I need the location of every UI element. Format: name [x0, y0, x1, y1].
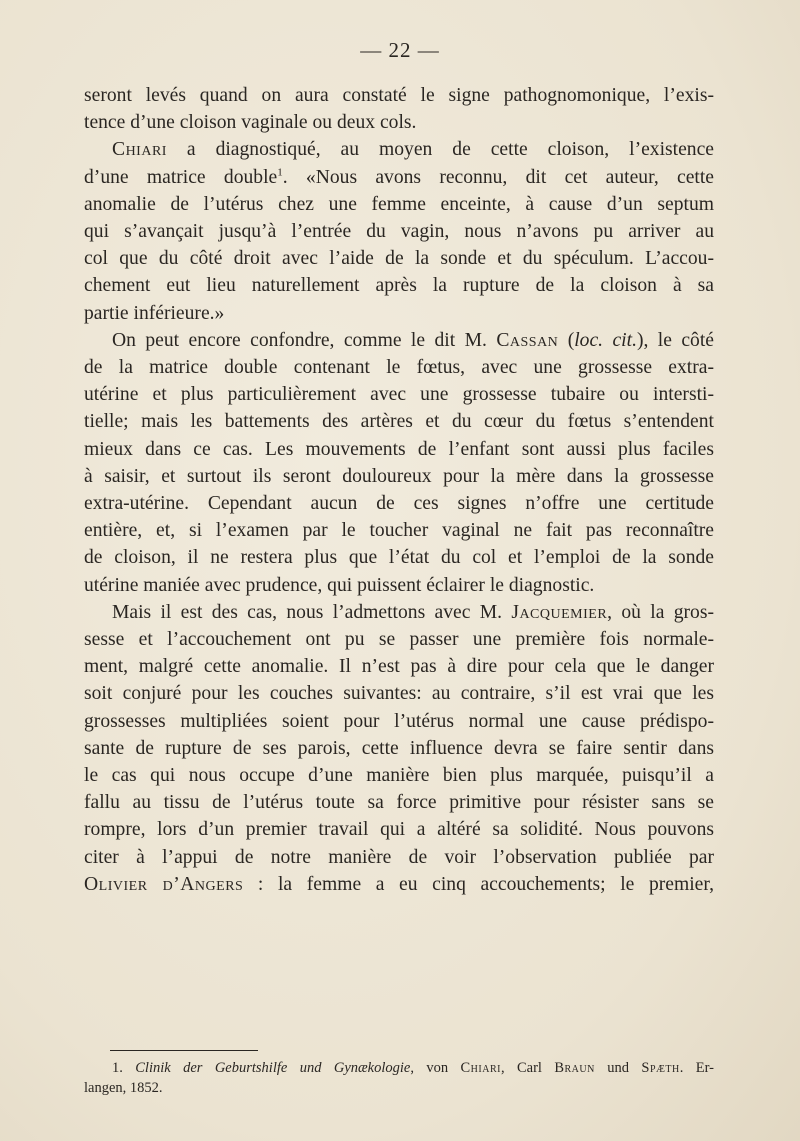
text-line: utérine maniée avec prudence, qui puissent éclairer le diagnostic. — [84, 574, 595, 596]
footnote-line — [84, 1058, 714, 1078]
footnote — [84, 1058, 714, 1098]
text-run: . «Nous avons reconnu, dit cet auteur, cette — [282, 166, 714, 188]
text-run: , Carl — [500, 1060, 555, 1076]
text-line: anomalie de l’utérus chez une femme enceinte, à cause d’un septum — [84, 193, 714, 215]
text-line: tielle; mais les battements des artères et du cœur du fœtus s’entendent — [84, 411, 714, 433]
text-line: sesse et l’accouchement ont pu se passer une première fois normale- — [84, 629, 714, 651]
text-run: , où la gros- — [607, 601, 714, 623]
author-name-chiari: Chiari — [112, 139, 167, 161]
text-line: rompre, lors d’un premier travail qui a altéré sa solidité. Nous pouvons — [84, 819, 714, 841]
text-line: col que du côté droit avec l’aide de la sonde et du spéculum. L’accou- — [84, 248, 714, 270]
text-run: a diagnostiqué, au moyen de cette cloison, l’existence — [166, 139, 714, 161]
text-line: de la matrice double contenant le fœtus, avec une grossesse extra- — [84, 357, 714, 379]
text-line: seront levés quand on aura constaté le signe pathognomonique, l’exis- — [84, 85, 714, 106]
footnote-number: 1. — [112, 1060, 136, 1076]
text-line — [84, 327, 714, 354]
text-line: tence d’une cloison vaginale ou deux cols. — [84, 112, 417, 134]
text-line: utérine et plus particulièrement avec une grossesse tubaire ou intersti- — [84, 384, 714, 406]
footnote-line: langen, 1852. — [84, 1080, 163, 1096]
footnote-rule — [110, 1050, 258, 1051]
footnote-reference: 1 — [277, 166, 283, 179]
text-line: partie inférieure.» — [84, 302, 225, 324]
text-line: le cas qui nous occupe d’une manière bien plus marquée, puisqu’il a — [84, 765, 714, 787]
loc-cit: loc. cit. — [574, 329, 637, 351]
text-line — [84, 164, 714, 191]
text-line: fallu au tissu de l’utérus toute sa force primitive pour résister sans se — [84, 792, 714, 814]
text-line: extra-utérine. Cependant aucun de ces signes n’offre une certitude — [84, 493, 714, 515]
text-line — [84, 871, 714, 898]
paragraph-3 — [84, 327, 714, 599]
body-text — [84, 82, 714, 898]
text-line: de cloison, il ne restera plus que l’état du col et l’emploi de la sonde — [84, 547, 714, 569]
text-run: Mais il est des cas, nous l’admettons avec M. — [112, 601, 512, 623]
text-run: und — [594, 1060, 642, 1076]
paragraph-1 — [84, 82, 714, 136]
text-line: citer à l’appui de notre manière de voir l’observation publiée par — [84, 846, 714, 868]
author-name-cassan: Cassan — [496, 329, 559, 351]
text-line: grossesses multipliées soient pour l’utérus normal une cause prédispo- — [84, 710, 714, 732]
text-line: ment, malgré cette anomalie. Il n’est pas à dire pour cela que le danger — [84, 656, 714, 678]
text-line: mieux dans ce cas. Les mouvements de l’enfant sont aussi plus faciles — [84, 438, 714, 460]
author-name-olivier: Olivier d’Angers — [84, 873, 244, 895]
footnote-author-chiari: Chiari — [460, 1060, 501, 1076]
text-line: à saisir, et surtout ils seront douloureux pour la mère dans la grossesse — [84, 465, 714, 487]
text-run: ), le côté — [636, 329, 714, 351]
text-line: qui s’avançait jusqu’à l’entrée du vagin, nous n’avons pu arriver au — [84, 221, 714, 243]
paragraph-2 — [84, 136, 714, 326]
text-run: , von — [410, 1060, 461, 1076]
footnote-author-spaeth: Spæth — [641, 1060, 680, 1076]
text-line: sante de rupture de ses parois, cette influence devra se faire sentir dans — [84, 737, 714, 759]
page-number: — 22 — — [360, 38, 440, 62]
paragraph-4 — [84, 599, 714, 898]
text-line: entière, et, si l’examen par le toucher vaginal ne fait pas reconnaître — [84, 520, 714, 542]
text-run: ( — [558, 329, 575, 351]
text-run: On peut encore confondre, comme le dit M. — [112, 329, 497, 351]
text-line — [84, 136, 714, 163]
text-run: . Er- — [679, 1060, 714, 1076]
author-name-jacquemier: Jacquemier — [511, 601, 608, 623]
text-line: soit conjuré pour les couches suivantes: au contraire, s’il est vrai que les — [84, 683, 714, 705]
text-run: : la femme a eu cinq accouchements; le premier, — [243, 873, 715, 895]
text-line: chement eut lieu naturellement après la rupture de la cloison à sa — [84, 275, 714, 297]
footnote-author-braun: Braun — [554, 1060, 595, 1076]
text-run: d’une matrice double — [84, 166, 278, 188]
footnote-title: Clinik der Geburtshilfe und Gynækologie — [135, 1060, 411, 1076]
text-line — [84, 599, 714, 626]
